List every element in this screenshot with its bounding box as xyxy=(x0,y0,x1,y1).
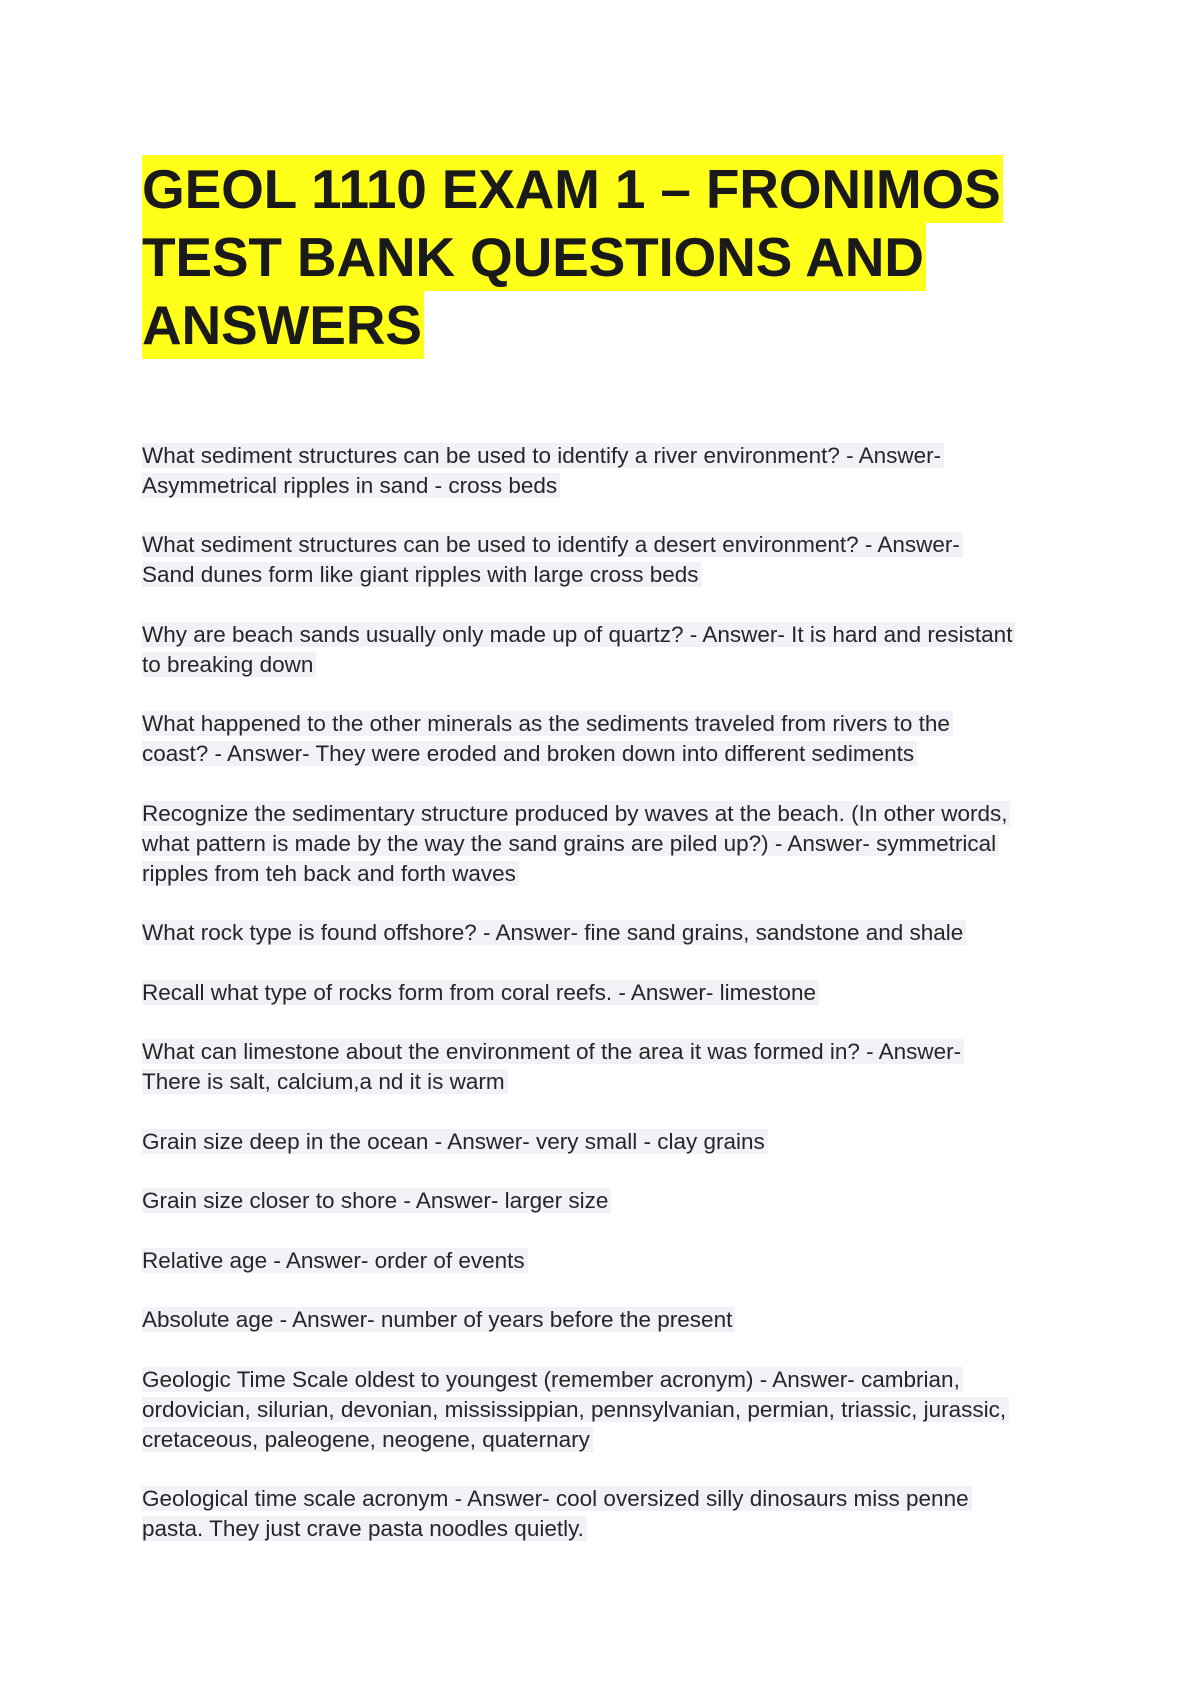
qa-item xyxy=(142,1127,1082,1157)
qa-line: What can limestone about the environment of the area it was formed in? - Answer- xyxy=(142,1039,964,1064)
document-title xyxy=(142,155,1042,359)
qa-line: Sand dunes form like giant ripples with large cross beds xyxy=(142,562,702,587)
qa-item xyxy=(142,799,1082,889)
qa-item xyxy=(142,1246,1082,1276)
title-line-text: TEST BANK QUESTIONS AND xyxy=(142,223,926,291)
qa-line: Absolute age - Answer- number of years before the present xyxy=(142,1307,735,1332)
qa-line: cretaceous, paleogene, neogene, quaternary xyxy=(142,1427,593,1452)
qa-item xyxy=(142,441,1082,501)
qa-item xyxy=(142,918,1082,948)
qa-line: What rock type is found offshore? - Answer- fine sand grains, sandstone and shale xyxy=(142,920,966,945)
qa-item xyxy=(142,709,1082,769)
qa-line: Geologic Time Scale oldest to youngest (remember acronym) - Answer- cambrian, xyxy=(142,1367,963,1392)
qa-item xyxy=(142,1186,1082,1216)
qa-line: ripples from teh back and forth waves xyxy=(142,861,519,886)
qa-item xyxy=(142,978,1082,1008)
qa-line: Asymmetrical ripples in sand - cross beds xyxy=(142,473,560,498)
qa-line: what pattern is made by the way the sand grains are piled up?) - Answer- symmetrical xyxy=(142,831,999,856)
qa-line: to breaking down xyxy=(142,652,316,677)
qa-item xyxy=(142,620,1082,680)
qa-line: Geological time scale acronym - Answer- cool oversized silly dinosaurs miss penne xyxy=(142,1486,972,1511)
title-line xyxy=(142,155,1042,223)
title-line-text: GEOL 1110 EXAM 1 – FRONIMOS xyxy=(142,155,1003,223)
qa-item xyxy=(142,1037,1082,1097)
qa-line: What sediment structures can be used to identify a river environment? - Answer- xyxy=(142,443,944,468)
qa-line: What sediment structures can be used to identify a desert environment? - Answer- xyxy=(142,532,963,557)
qa-item xyxy=(142,1365,1082,1455)
qa-line: pasta. They just crave pasta noodles quietly. xyxy=(142,1516,587,1541)
qa-line: Why are beach sands usually only made up of quartz? - Answer- It is hard and resistant xyxy=(142,622,1015,647)
qa-line: coast? - Answer- They were eroded and broken down into different sediments xyxy=(142,741,917,766)
title-line xyxy=(142,291,1042,359)
title-line xyxy=(142,223,1042,291)
qa-line: ordovician, silurian, devonian, mississippian, pennsylvanian, permian, triassic, jurassic, xyxy=(142,1397,1009,1422)
qa-item xyxy=(142,530,1082,590)
qa-line: Recall what type of rocks form from coral reefs. - Answer- limestone xyxy=(142,980,819,1005)
qa-line: Recognize the sedimentary structure produced by waves at the beach. (In other words, xyxy=(142,801,1010,826)
qa-line: Grain size deep in the ocean - Answer- very small - clay grains xyxy=(142,1129,768,1154)
qa-line: There is salt, calcium,a nd it is warm xyxy=(142,1069,508,1094)
qa-line: Grain size closer to shore - Answer- larger size xyxy=(142,1188,611,1213)
qa-item xyxy=(142,1484,1082,1544)
qa-line: Relative age - Answer- order of events xyxy=(142,1248,528,1273)
title-line-text: ANSWERS xyxy=(142,291,424,359)
qa-line: What happened to the other minerals as the sediments traveled from rivers to the xyxy=(142,711,953,736)
qa-item xyxy=(142,1305,1082,1335)
